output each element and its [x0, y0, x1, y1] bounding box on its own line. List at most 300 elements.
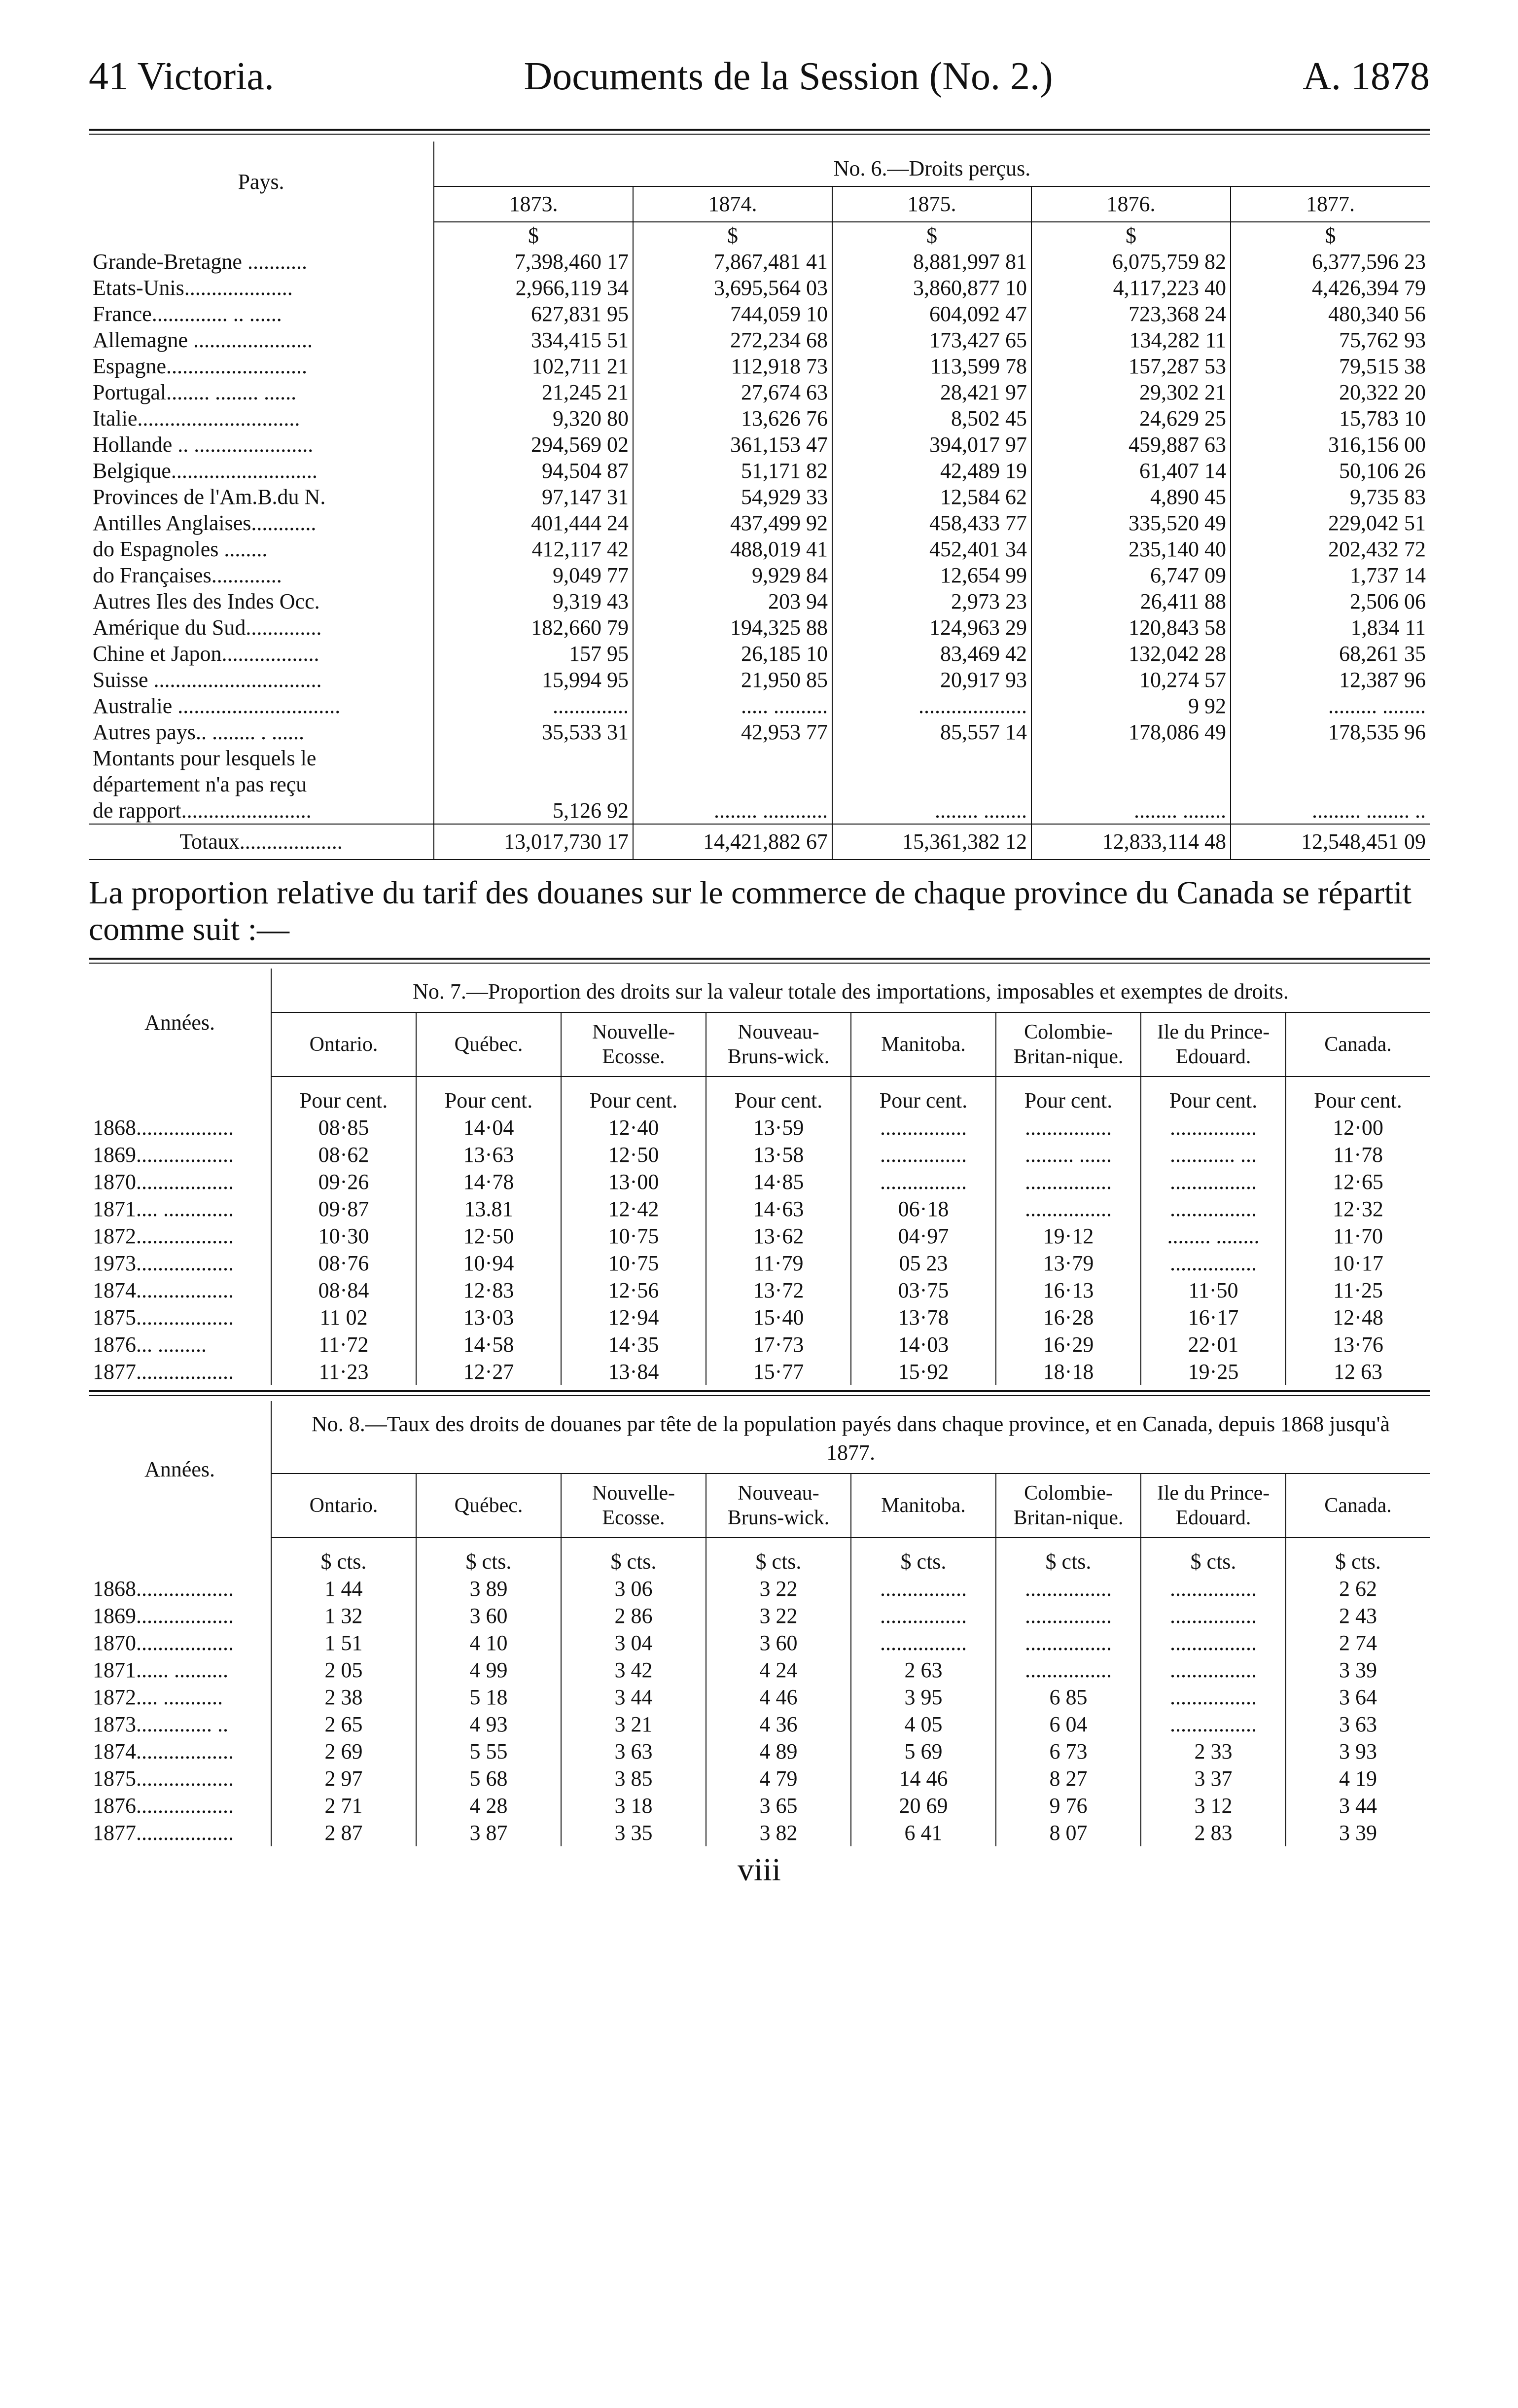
table7-value: 11·78 — [1286, 1141, 1430, 1168]
duty-value: 12,387 96 — [1231, 667, 1430, 693]
table8-column-header: Québec. — [416, 1474, 561, 1538]
table8-value: 8 27 — [996, 1765, 1141, 1792]
duty-value: 113,599 78 — [832, 353, 1031, 379]
country-label: Provinces de l'Am.B.du N. — [93, 485, 326, 509]
table7-value: ................ — [996, 1168, 1141, 1195]
duty-value: 316,156 00 — [1231, 431, 1430, 458]
table7-value: 14·58 — [416, 1331, 561, 1358]
duty-value: 120,843 58 — [1031, 614, 1231, 641]
duty-value: 9,049 77 — [434, 562, 633, 588]
duty-value: 79,515 38 — [1231, 353, 1430, 379]
table7-value: 09·26 — [271, 1168, 416, 1195]
table8-unit: $ cts. — [1141, 1548, 1286, 1575]
year-label: 1874.................. — [93, 1278, 234, 1302]
table7-value: ........ ........ — [1141, 1222, 1286, 1250]
country-label: Portugal........ ........ ...... — [93, 380, 297, 404]
table-row — [89, 275, 1430, 301]
table7-value: 12·40 — [561, 1114, 706, 1141]
unreported-label — [89, 745, 434, 824]
duty-value: 94,504 87 — [434, 458, 633, 484]
table7-value: 10·94 — [416, 1250, 561, 1277]
duty-value: ......... ........ — [1231, 693, 1430, 719]
table8-value: 6 41 — [851, 1819, 996, 1846]
table7-value: 10·75 — [561, 1222, 706, 1250]
table8-value: 2 62 — [1286, 1575, 1430, 1602]
table-8-duty-per-capita — [89, 1401, 1430, 1846]
table8-value: 2 83 — [1141, 1819, 1286, 1846]
country-label: Etats-Unis.................... — [93, 276, 293, 300]
table-row — [89, 1250, 1430, 1277]
duty-value: 157,287 53 — [1031, 353, 1231, 379]
duty-value: 202,432 72 — [1231, 536, 1430, 562]
table8-value: 5 55 — [416, 1738, 561, 1765]
table7-value: 11·25 — [1286, 1277, 1430, 1304]
table-row — [89, 1358, 1430, 1385]
table-row — [89, 458, 1430, 484]
table7-value: 15·40 — [706, 1304, 851, 1331]
year-label: 1875.................. — [93, 1305, 234, 1330]
unreported-label-line: de rapport........................ — [93, 798, 312, 823]
table8-value: ................ — [1141, 1656, 1286, 1684]
duty-value: 9,320 80 — [434, 405, 633, 431]
table-row — [89, 1656, 1430, 1684]
table8-value: 3 06 — [561, 1575, 706, 1602]
duty-value: .............. — [434, 693, 633, 719]
table8-value: 4 05 — [851, 1711, 996, 1738]
table8-unit: $ cts. — [1286, 1548, 1430, 1575]
country-label: Italie.............................. — [93, 406, 300, 431]
year-label: 1875.................. — [93, 1766, 234, 1791]
table7-value: 12·32 — [1286, 1195, 1430, 1222]
year-label: 1871...... .......... — [93, 1658, 228, 1682]
table-row — [89, 1114, 1430, 1141]
country-label: Allemagne ...................... — [93, 328, 313, 352]
table7-unit: Pour cent. — [561, 1087, 706, 1114]
table8-value: 2 05 — [271, 1656, 416, 1684]
country-label: Espagne.......................... — [93, 354, 308, 378]
table7-value: ................ — [851, 1168, 996, 1195]
table7-value: 13.81 — [416, 1195, 561, 1222]
duty-value: 132,042 28 — [1031, 641, 1231, 667]
table8-value: 1 44 — [271, 1575, 416, 1602]
duty-value: 604,092 47 — [832, 301, 1031, 327]
table8-value: 2 86 — [561, 1602, 706, 1629]
duty-value: 458,433 77 — [832, 510, 1031, 536]
table7-value: ................ — [851, 1141, 996, 1168]
table8-value: 3 39 — [1286, 1656, 1430, 1684]
table7-value: 13·84 — [561, 1358, 706, 1385]
table8-value: 3 44 — [561, 1684, 706, 1711]
table7-value: 13·03 — [416, 1304, 561, 1331]
table8-value: ................ — [1141, 1602, 1286, 1629]
table7-column-header: Canada. — [1286, 1012, 1430, 1077]
table8-value: 14 46 — [851, 1765, 996, 1792]
table7-value: 16·13 — [996, 1277, 1141, 1304]
duty-value: 68,261 35 — [1231, 641, 1430, 667]
table8-value: 2 65 — [271, 1711, 416, 1738]
table7-value: ................ — [1141, 1114, 1286, 1141]
table7-value: 13·58 — [706, 1141, 851, 1168]
table8-value: 6 85 — [996, 1684, 1141, 1711]
table7-value: 03·75 — [851, 1277, 996, 1304]
table7-value: 15·77 — [706, 1358, 851, 1385]
duty-value: 21,950 85 — [633, 667, 832, 693]
duty-value: 85,557 14 — [832, 719, 1031, 745]
table8-column-header: Ile du Prince-Edouard. — [1141, 1474, 1286, 1538]
table7-value: 09·87 — [271, 1195, 416, 1222]
table8-value: 3 12 — [1141, 1792, 1286, 1819]
table7-column-header: Ontario. — [271, 1012, 416, 1077]
table7-value: ................ — [996, 1195, 1141, 1222]
duty-value: 102,711 21 — [434, 353, 633, 379]
duty-value: 437,499 92 — [633, 510, 832, 536]
table8-value: 4 46 — [706, 1684, 851, 1711]
table8-unit: $ cts. — [996, 1548, 1141, 1575]
table8-value: 2 63 — [851, 1656, 996, 1684]
duty-value: 20,322 20 — [1231, 379, 1430, 405]
table7-value: 13·59 — [706, 1114, 851, 1141]
table7-value: 16·17 — [1141, 1304, 1286, 1331]
table8-value: 3 63 — [561, 1738, 706, 1765]
table-row — [89, 1195, 1430, 1222]
table7-value: 14·04 — [416, 1114, 561, 1141]
duty-value: 8,502 45 — [832, 405, 1031, 431]
table-row — [89, 510, 1430, 536]
duty-value: 13,626 76 — [633, 405, 832, 431]
table7-value: 12·50 — [561, 1141, 706, 1168]
duty-value: 9,735 83 — [1231, 484, 1430, 510]
table8-unit: $ cts. — [706, 1548, 851, 1575]
duty-value: 124,963 29 — [832, 614, 1031, 641]
table7-value: 12·00 — [1286, 1114, 1430, 1141]
table8-value: 3 95 — [851, 1684, 996, 1711]
duty-value: 112,918 73 — [633, 353, 832, 379]
duty-value: 6,377,596 23 — [1231, 249, 1430, 275]
table7-unit: Pour cent. — [1286, 1087, 1430, 1114]
table7-value: 11·70 — [1286, 1222, 1430, 1250]
table-row — [89, 1602, 1430, 1629]
table8-value: 4 89 — [706, 1738, 851, 1765]
year-label: 1877.................. — [93, 1821, 234, 1845]
table8-value: 3 89 — [416, 1575, 561, 1602]
table8-value: 3 82 — [706, 1819, 851, 1846]
table6-unit: $ — [633, 222, 832, 249]
table6-year-header: 1874. — [633, 186, 832, 222]
duty-value: 6,075,759 82 — [1031, 249, 1231, 275]
totals-row — [89, 824, 1430, 860]
duty-value: 27,674 63 — [633, 379, 832, 405]
table8-value: ................ — [851, 1575, 996, 1602]
duty-value: 203 94 — [633, 588, 832, 614]
table8-value: 2 38 — [271, 1684, 416, 1711]
table8-value: ................ — [996, 1602, 1141, 1629]
table8-row-header: Années. — [144, 1457, 215, 1481]
duty-value: 6,747 09 — [1031, 562, 1231, 588]
duty-value: 35,533 31 — [434, 719, 633, 745]
table7-unit: Pour cent. — [416, 1087, 561, 1114]
duty-value: 412,117 42 — [434, 536, 633, 562]
table7-value: 08·62 — [271, 1141, 416, 1168]
table8-unit: $ cts. — [851, 1548, 996, 1575]
table-row — [89, 536, 1430, 562]
duty-value: 3,860,877 10 — [832, 275, 1031, 301]
table7-value: 19·25 — [1141, 1358, 1286, 1385]
table8-caption: No. 8.—Taux des droits de douanes par tête de la population payés dans chaque province, et en Canada, depuis 1868 jusqu'à 1877. — [271, 1401, 1430, 1474]
table7-value: 12·94 — [561, 1304, 706, 1331]
table-row — [89, 1331, 1430, 1358]
table7-value: 11 02 — [271, 1304, 416, 1331]
table8-value: ................ — [1141, 1575, 1286, 1602]
duty-value: 178,086 49 — [1031, 719, 1231, 745]
table-row — [89, 1738, 1430, 1765]
duty-value: 480,340 56 — [1231, 301, 1430, 327]
table-row — [89, 588, 1430, 614]
country-label: Belgique........................... — [93, 459, 318, 483]
table7-value: 12·83 — [416, 1277, 561, 1304]
table-row — [89, 614, 1430, 641]
duty-value: 2,973 23 — [832, 588, 1031, 614]
header-center: Documents de la Session (No. 2.) — [524, 55, 1053, 98]
table8-column-header: Ontario. — [271, 1474, 416, 1538]
table7-value: 11·23 — [271, 1358, 416, 1385]
table8-value: 6 73 — [996, 1738, 1141, 1765]
table8-value: 1 51 — [271, 1629, 416, 1656]
table-row — [89, 1765, 1430, 1792]
table7-value: 17·73 — [706, 1331, 851, 1358]
table6-unit: $ — [434, 222, 633, 249]
country-label: Chine et Japon.................. — [93, 642, 319, 666]
table7-value: 12 63 — [1286, 1358, 1430, 1385]
duty-value: 7,398,460 17 — [434, 249, 633, 275]
table-7-duty-proportion — [89, 969, 1430, 1385]
duty-value: 272,234 68 — [633, 327, 832, 353]
table8-value: 3 93 — [1286, 1738, 1430, 1765]
table7-column-header: Colombie-Britan-nique. — [996, 1012, 1141, 1077]
table7-value: 08·76 — [271, 1250, 416, 1277]
table7-value: ................ — [1141, 1195, 1286, 1222]
table7-value: ................ — [996, 1114, 1141, 1141]
table7-value: 22·01 — [1141, 1331, 1286, 1358]
table7-value: 13·63 — [416, 1141, 561, 1168]
country-label: Antilles Anglaises............ — [93, 511, 317, 535]
duty-value: 28,421 97 — [832, 379, 1031, 405]
table-row — [89, 249, 1430, 275]
table7-value: 13·79 — [996, 1250, 1141, 1277]
table7-row-header: Années. — [144, 1010, 215, 1035]
table8-value: 3 39 — [1286, 1819, 1430, 1846]
table7-value: 08·85 — [271, 1114, 416, 1141]
year-label: 1872.... ........... — [93, 1685, 223, 1709]
table7-value: 16·29 — [996, 1331, 1141, 1358]
document-page — [89, 54, 1430, 1889]
duty-value: 26,185 10 — [633, 641, 832, 667]
year-label: 1876... ......... — [93, 1332, 207, 1357]
table7-value: 04·97 — [851, 1222, 996, 1250]
table7-value: 12·56 — [561, 1277, 706, 1304]
table7-value: 14·03 — [851, 1331, 996, 1358]
duty-value: 335,520 49 — [1031, 510, 1231, 536]
duty-value: 15,994 95 — [434, 667, 633, 693]
duty-value: 134,282 11 — [1031, 327, 1231, 353]
unreported-value: 5,126 92 — [434, 745, 633, 824]
table-row — [89, 1304, 1430, 1331]
total-value: 12,833,114 48 — [1031, 824, 1231, 860]
table7-value: ................ — [851, 1114, 996, 1141]
table8-value: 3 85 — [561, 1765, 706, 1792]
table8-unit: $ cts. — [271, 1548, 416, 1575]
table8-unit: $ cts. — [561, 1548, 706, 1575]
total-value: 13,017,730 17 — [434, 824, 633, 860]
table8-value: ................ — [1141, 1629, 1286, 1656]
table8-value: 3 21 — [561, 1711, 706, 1738]
duty-value: 229,042 51 — [1231, 510, 1430, 536]
table-row — [89, 1684, 1430, 1711]
table7-value: 11·50 — [1141, 1277, 1286, 1304]
table7-unit: Pour cent. — [996, 1087, 1141, 1114]
table8-value: 3 44 — [1286, 1792, 1430, 1819]
table7-unit: Pour cent. — [706, 1087, 851, 1114]
duty-value: 157 95 — [434, 641, 633, 667]
table7-caption: No. 7.—Proportion des droits sur la valeur totale des importations, imposables et exemptes de droits. — [271, 969, 1430, 1012]
table8-value: ................ — [851, 1629, 996, 1656]
duty-value: 361,153 47 — [633, 431, 832, 458]
table7-value: 19·12 — [996, 1222, 1141, 1250]
table-row — [89, 1168, 1430, 1195]
intro-paragraph: La proportion relative du tarif des douanes sur le commerce de chaque province du Canada se répartit comme suit :— — [89, 875, 1412, 947]
duty-value: 42,489 19 — [832, 458, 1031, 484]
table-row — [89, 1711, 1430, 1738]
table7-value: ............ ... — [1141, 1141, 1286, 1168]
duty-value: 294,569 02 — [434, 431, 633, 458]
table-row — [89, 693, 1430, 719]
year-label: 1973.................. — [93, 1251, 234, 1275]
table8-value: 3 60 — [706, 1629, 851, 1656]
table-row — [89, 379, 1430, 405]
duty-value: ..... .......... — [633, 693, 832, 719]
duty-value: 627,831 95 — [434, 301, 633, 327]
table-row — [89, 1819, 1430, 1846]
total-value: 15,361,382 12 — [832, 824, 1031, 860]
table-row — [89, 719, 1430, 745]
unreported-value: ......... ........ .. — [1231, 745, 1430, 824]
table8-value: 6 04 — [996, 1711, 1141, 1738]
duty-value: 235,140 40 — [1031, 536, 1231, 562]
table8-value: 4 19 — [1286, 1765, 1430, 1792]
table8-value: 3 65 — [706, 1792, 851, 1819]
table7-column-header: Ile du Prince-Edouard. — [1141, 1012, 1286, 1077]
table7-value: 12·65 — [1286, 1168, 1430, 1195]
table6-year-header: 1873. — [434, 186, 633, 222]
table8-value: 5 68 — [416, 1765, 561, 1792]
table8-column-header: Canada. — [1286, 1474, 1430, 1538]
duty-value: 42,953 77 — [633, 719, 832, 745]
unreported-label-line: département n'a pas reçu — [93, 772, 307, 796]
table6-row-header: Pays. — [238, 169, 284, 194]
duty-value: 2,966,119 34 — [434, 275, 633, 301]
table-row — [89, 1575, 1430, 1602]
country-label: Grande-Bretagne ........... — [93, 250, 307, 274]
duty-value: 75,762 93 — [1231, 327, 1430, 353]
table-row — [89, 301, 1430, 327]
table8-value: 20 69 — [851, 1792, 996, 1819]
table7-value: 18·18 — [996, 1358, 1141, 1385]
duty-value: 334,415 51 — [434, 327, 633, 353]
table8-value: 2 43 — [1286, 1602, 1430, 1629]
table8-value: ................ — [1141, 1711, 1286, 1738]
duty-value: 1,737 14 — [1231, 562, 1430, 588]
page-header — [89, 54, 1430, 99]
table7-value: 10·30 — [271, 1222, 416, 1250]
duty-value: 9,929 84 — [633, 562, 832, 588]
year-label: 1876.................. — [93, 1794, 234, 1818]
table7-value: 10·17 — [1286, 1250, 1430, 1277]
duty-value: 61,407 14 — [1031, 458, 1231, 484]
duty-value: 50,106 26 — [1231, 458, 1430, 484]
table-row — [89, 405, 1430, 431]
table-row — [89, 667, 1430, 693]
table8-value: 4 24 — [706, 1656, 851, 1684]
duty-value: 54,929 33 — [633, 484, 832, 510]
table7-unit: Pour cent. — [271, 1087, 416, 1114]
table7-value: 15·92 — [851, 1358, 996, 1385]
table8-value: 3 63 — [1286, 1711, 1430, 1738]
table6-year-header: 1876. — [1031, 186, 1231, 222]
table8-value: 9 76 — [996, 1792, 1141, 1819]
duty-value: 15,783 10 — [1231, 405, 1430, 431]
country-label: Suisse ............................... — [93, 668, 322, 692]
duty-value: 83,469 42 — [832, 641, 1031, 667]
table8-value: 3 04 — [561, 1629, 706, 1656]
duty-value: 51,171 82 — [633, 458, 832, 484]
country-label: France.............. .. ...... — [93, 302, 282, 326]
table8-unit: $ cts. — [416, 1548, 561, 1575]
table7-value: ................ — [1141, 1250, 1286, 1277]
table-row — [89, 1792, 1430, 1819]
duty-value: 3,695,564 03 — [633, 275, 832, 301]
duty-value: 26,411 88 — [1031, 588, 1231, 614]
table8-value: 5 18 — [416, 1684, 561, 1711]
country-label: Australie .............................. — [93, 694, 341, 718]
table6-caption: No. 6.—Droits perçus. — [434, 142, 1430, 186]
duty-value: 182,660 79 — [434, 614, 633, 641]
table8-value: ................ — [851, 1602, 996, 1629]
year-label: 1877.................. — [93, 1360, 234, 1384]
unreported-value: ........ ............ — [633, 745, 832, 824]
table8-column-header: Nouvelle-Ecosse. — [561, 1474, 706, 1538]
table8-value: 2 74 — [1286, 1629, 1430, 1656]
duty-value: 4,426,394 79 — [1231, 275, 1430, 301]
table-row — [89, 327, 1430, 353]
duty-value: 2,506 06 — [1231, 588, 1430, 614]
duty-value: 194,325 88 — [633, 614, 832, 641]
header-right: A. 1878 — [1303, 55, 1430, 98]
table8-column-header: Manitoba. — [851, 1474, 996, 1538]
table6-year-header: 1875. — [832, 186, 1031, 222]
table7-value: 13·78 — [851, 1304, 996, 1331]
table7-value: 13·72 — [706, 1277, 851, 1304]
year-label: 1870.................. — [93, 1631, 234, 1655]
table7-value: 05 23 — [851, 1250, 996, 1277]
country-label: Amérique du Sud.............. — [93, 615, 322, 640]
year-label: 1871.... ............. — [93, 1197, 234, 1221]
total-value: 14,421,882 67 — [633, 824, 832, 860]
table6-unit: $ — [832, 222, 1031, 249]
duty-value: 8,881,997 81 — [832, 249, 1031, 275]
table8-value: 3 42 — [561, 1656, 706, 1684]
country-label: Autres Iles des Indes Occ. — [93, 589, 320, 613]
table-row — [89, 484, 1430, 510]
unreported-label-line: Montants pour lesquels le — [93, 746, 317, 770]
